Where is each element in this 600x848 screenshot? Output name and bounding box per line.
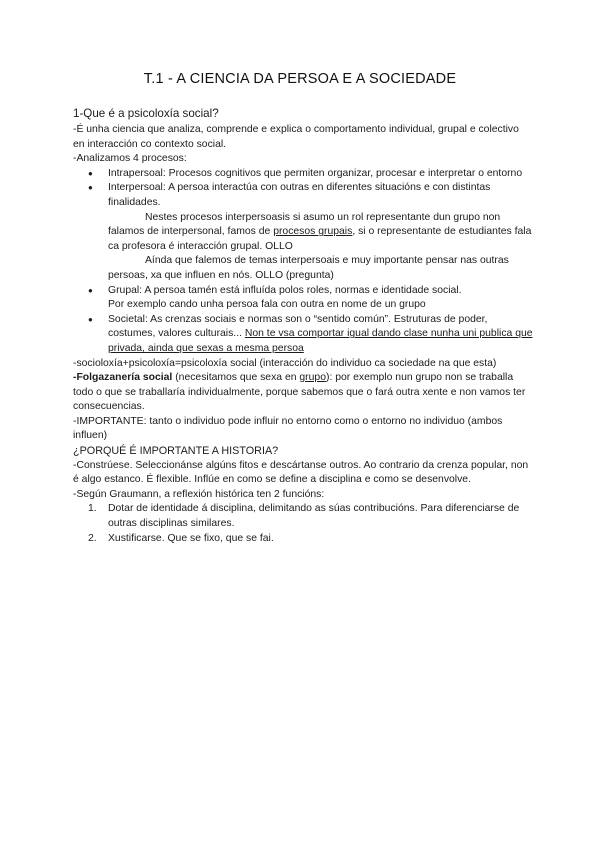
procesos-grupais-underline: procesos grupais — [273, 226, 353, 238]
importante-paragraph: -IMPORTANTE: tanto o individuo pode influir no entorno como o entorno no individuo (ambos influen) — [73, 415, 503, 442]
function-text: Xustificarse. Que se fixo, que se fai. — [108, 532, 274, 544]
processes-intro: -Analizamos 4 procesos: — [73, 153, 187, 165]
processes-list — [73, 167, 533, 357]
folgazaneria-text: (necesitamos que sexa en — [172, 372, 300, 384]
socioloxia-paragraph: -socioloxía+psicoloxía=psicoloxía social (interacción do individuo ca sociedade na que esta) — [73, 357, 497, 369]
graumann-paragraph: -Según Graumann, a reflexión histórica ten 2 funcións: — [73, 488, 325, 500]
folgazaneria-paragraph — [73, 371, 533, 415]
societal-text: Societal: As crenzas sociais e normas son o “sentido común”. Estruturas de poder, costumes, valores culturais... — [108, 313, 488, 340]
ainda-paragraph — [108, 254, 533, 283]
definition-paragraph: -É unha ciencia que analiza, comprende e explica o comportamento individual, grupal e colectivo en interacción co contexto social. — [73, 124, 519, 150]
grupal-text: Grupal: A persoa tamén está influída polos roles, normas e identidade social. — [108, 284, 462, 296]
ainda-text: Aínda que falemos de temas interpersoais e muy importante pensar nas outras persoas, xa que influen en nós. OLLO (pregunta) — [108, 255, 509, 281]
interpersoal-text: Interpersoal: A persoa interactúa con outras en diferentes situacións e con distintas finalidades. — [108, 182, 491, 208]
folgazaneria-bold: -Folgazanería social — [73, 372, 173, 384]
question-heading: 1-Que é a psicoloxía social? — [73, 107, 219, 120]
intrapersoal-text: Intrapersoal: Procesos cognitivos que permiten organizar, procesar e interpretar o entorno — [108, 167, 523, 179]
societal-underline: Non te vsa comportar igual dando clase nunha uni publica que privada, ainda que sexas a mesma persoa — [108, 328, 533, 354]
list-item — [108, 313, 533, 357]
list-item — [88, 532, 533, 547]
list-item — [108, 284, 533, 313]
nestes-text: Nestes procesos interpersoasis si asumo un rol representante dun grupo non falamos de interpersonal, famos de — [108, 211, 501, 238]
list-item — [88, 502, 533, 531]
functions-list — [73, 502, 533, 546]
nestes-paragraph — [108, 211, 533, 255]
page-title: T.1 - A CIENCIA DA PERSOA E A SOCIEDADE — [143, 71, 457, 87]
nestes-text-end: , si o representante de estudiantes fala ca profesora é interacción grupal. OLLO — [108, 226, 532, 252]
grupal-example: Por exemplo cando unha persoa fala con outra en nome de un grupo — [108, 299, 426, 311]
item-number: 1. — [88, 503, 97, 515]
list-item — [108, 181, 533, 283]
item-number: 2. — [88, 532, 97, 544]
function-text: Dotar de identidade á disciplina, delimitando as súas contribucións. Para diferenciarse de outras disciplinas similares. — [108, 503, 520, 530]
list-item — [108, 167, 533, 182]
grupo-underline: grupo — [299, 372, 326, 384]
document-body — [73, 106, 533, 546]
history-heading: ¿PORQUÉ É IMPORTANTE A HISTORIA? — [73, 445, 279, 458]
construese-paragraph: -Constrúese. Seleccionánse algúns fitos e descártanse outros. Ao contrario da crenza popular, non é algo estanco. É flexible. Inflúe en como se define a disciplina e como se desenvolve. — [73, 459, 529, 486]
folgazaneria-text-end: ): por exemplo nun grupo non se traballa todo o que se traballaría individualmente, porque sabemos que o fará outra xente e non vamos ter consecuencias. — [73, 372, 526, 413]
